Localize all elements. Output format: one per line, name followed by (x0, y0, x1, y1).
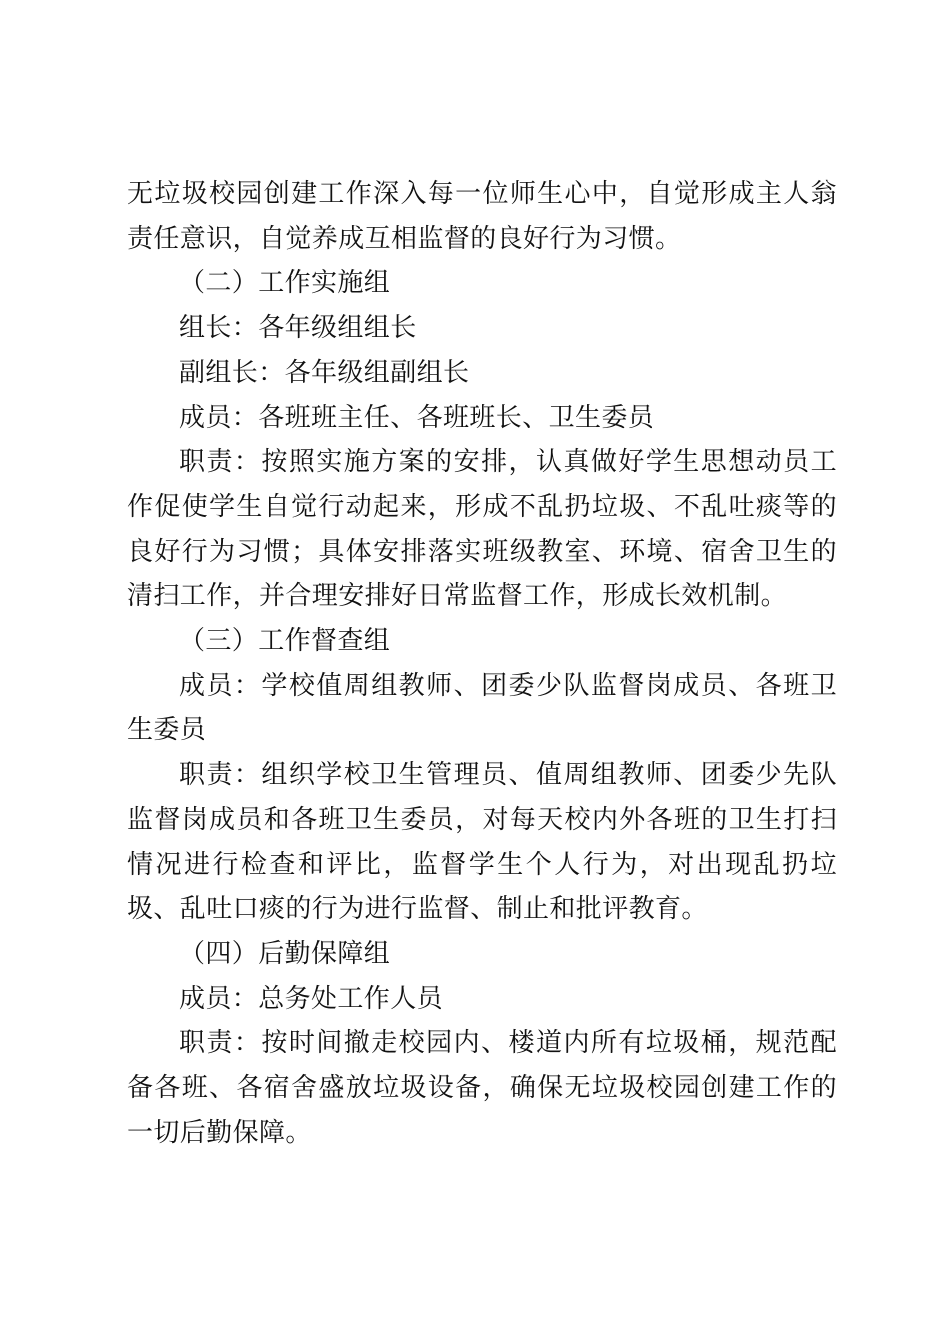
section-heading-logistics-group: （四）后勤保障组 (179, 938, 391, 969)
paragraph-members-logistics: 成员：总务处工作人员 (179, 983, 444, 1014)
paragraph-deputy-leader: 副组长：各年级组副组长 (179, 357, 470, 388)
document-body (127, 172, 837, 1155)
paragraph-intro-continuation: 无垃圾校园创建工作深入每一位师生心中，自觉形成主人翁责任意识，自觉养成互相监督的良好行为习惯。 (127, 179, 837, 254)
paragraph-duties-implementation: 职责：按照实施方案的安排，认真做好学生思想动员工作促使学生自觉行动起来，形成不乱扔垃圾、不乱吐痰等的良好行为习惯；具体安排落实班级教室、环境、宿舍卫生的清扫工作，并合理安排好日常监督工作，形成长效机制。 (127, 447, 837, 612)
paragraph-members-inspection: 成员：学校值周组教师、团委少队监督岗成员、各班卫生委员 (127, 670, 837, 746)
paragraph-members-implementation: 成员：各班班主任、各班班长、卫生委员 (179, 402, 655, 433)
section-heading-implementation-group: （二）工作实施组 (179, 268, 391, 299)
paragraph-group-leader: 组长：各年级组组长 (179, 313, 417, 344)
paragraph-duties-logistics: 职责：按时间撤走校园内、楼道内所有垃圾桶，规范配备各班、各宿舍盛放垃圾设备，确保无垃圾校园创建工作的一切后勤保障。 (127, 1028, 837, 1148)
section-heading-inspection-group: （三）工作督查组 (179, 626, 391, 657)
paragraph-duties-inspection: 职责：组织学校卫生管理员、值周组教师、团委少先队监督岗成员和各班卫生委员，对每天校内外各班的卫生打扫情况进行检查和评比，监督学生个人行为，对出现乱扔垃圾、乱吐口痰的行为进行监督、制止和批评教育。 (127, 760, 837, 925)
